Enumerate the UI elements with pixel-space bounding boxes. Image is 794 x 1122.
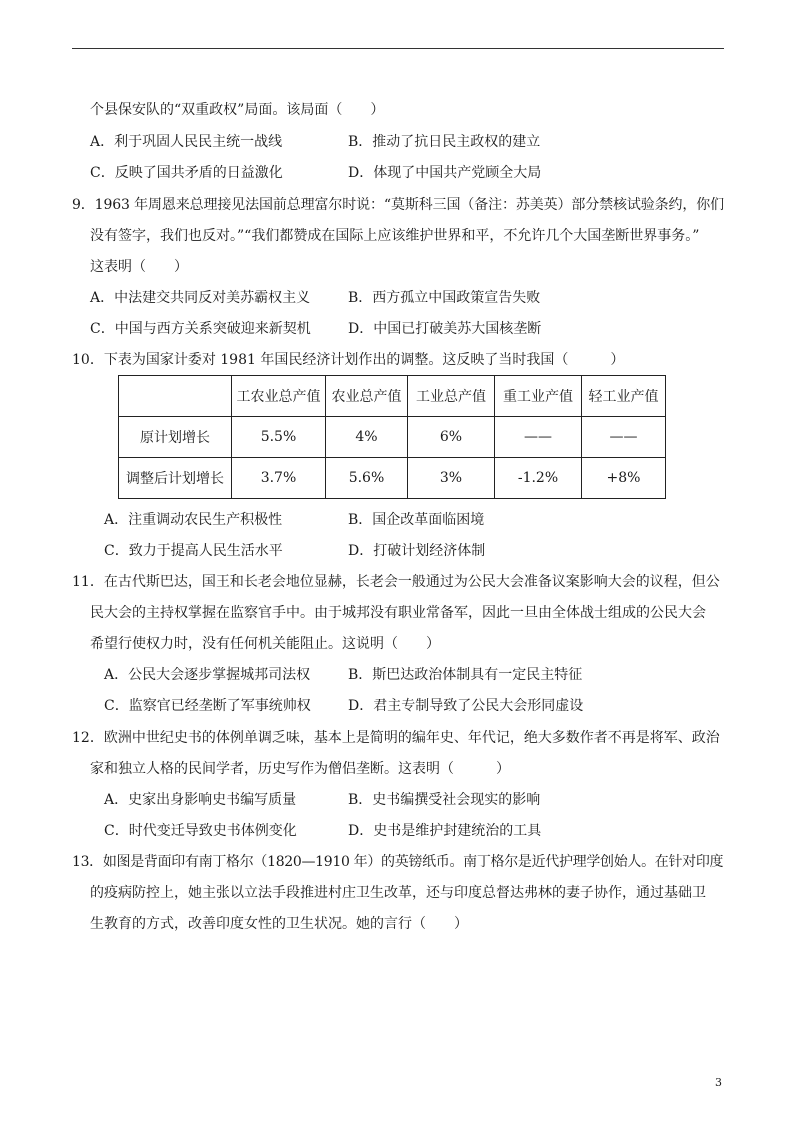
table-cell: 6%	[408, 417, 495, 458]
q11-option-c[interactable]: C．监察官已经垄断了军事统帅权	[104, 698, 311, 714]
table-cell: 5.5%	[232, 417, 326, 458]
table-row	[119, 417, 666, 458]
q10-option-a[interactable]: A．注重调动农民生产积极性	[104, 512, 283, 528]
table-cell: ——	[495, 417, 582, 458]
q11-option-a[interactable]: A．公民大会逐步掌握城邦司法权	[104, 667, 311, 683]
table-cell: 5.6%	[326, 458, 408, 499]
table-cell: ——	[582, 417, 666, 458]
q13-stem-line2: 的疫病防控上，她主张以立法手段推进村庄卫生改革，还与印度总督达弗林的妻子协作，通过基础卫	[90, 885, 706, 901]
table-cell: -1.2%	[495, 458, 582, 499]
table-header-cell: 工业总产值	[408, 376, 495, 417]
table-header-cell	[119, 376, 232, 417]
table-cell: 3%	[408, 458, 495, 499]
q10-option-c[interactable]: C．致力于提高人民生活水平	[104, 543, 283, 559]
q8-option-c[interactable]: C．反映了国共矛盾的日益激化	[90, 165, 283, 181]
q11-option-d[interactable]: D．君主专制导致了公民大会形同虚设	[348, 698, 584, 714]
q10-stem: 10．下表为国家计委对 1981 年国民经济计划作出的调整。这反映了当时我国（ ）	[72, 352, 625, 368]
q10-option-d[interactable]: D．打破计划经济体制	[348, 543, 486, 559]
q13-stem-line1: 13．如图是背面印有南丁格尔（1820—1910 年）的英镑纸币。南丁格尔是近代护理学创始人。在针对印度	[72, 854, 724, 870]
table-header-row	[119, 376, 666, 417]
page-number: 3	[715, 1076, 722, 1089]
q9-option-c[interactable]: C．中国与西方关系突破迎来新契机	[90, 321, 311, 337]
q9-stem-line2: 没有签字，我们也反对。”“我们都赞成在国际上应该维护世界和平，不允许几个大国垄断世界事务。”	[90, 228, 700, 244]
table-header-cell: 轻工业产值	[582, 376, 666, 417]
table-header-cell: 重工业产值	[495, 376, 582, 417]
table-row-label: 调整后计划增长	[119, 458, 232, 499]
header-rule	[72, 48, 724, 49]
q9-option-a[interactable]: A．中法建交共同反对美苏霸权主义	[90, 290, 311, 306]
q8-option-b[interactable]: B．推动了抗日民主政权的建立	[348, 134, 541, 150]
q9-stem-line3: 这表明（ ）	[90, 259, 188, 275]
q8-option-a[interactable]: A．利于巩固人民民主统一战线	[90, 134, 283, 150]
q10-option-b[interactable]: B．国企改革面临困境	[348, 512, 485, 528]
q10-table	[118, 375, 666, 499]
q11-stem-line1: 11．在古代斯巴达，国王和长老会地位显赫，长老会一般通过为公民大会准备议案影响大会的议程，但公	[72, 574, 720, 590]
q8-stem-continuation: 个县保安队的“双重政权”局面。该局面（ ）	[90, 102, 385, 118]
table-row-label: 原计划增长	[119, 417, 232, 458]
q9-stem-line1: 9．1963 年周恩来总理接见法国前总理富尔时说：“莫斯科三国（备注：苏美英）部分禁核试验条约，你们	[72, 197, 725, 213]
q12-option-c[interactable]: C．时代变迁导致史书体例变化	[104, 823, 297, 839]
table-cell: 4%	[326, 417, 408, 458]
table-header-cell: 工农业总产值	[232, 376, 326, 417]
q12-stem-line1: 12．欧洲中世纪史书的体例单调乏味，基本上是简明的编年史、年代记，绝大多数作者不再是将军、政治	[72, 730, 720, 746]
q12-option-a[interactable]: A．史家出身影响史书编写质量	[104, 792, 297, 808]
q11-stem-line3: 希望行使权力时，没有任何机关能阻止。这说明（ ）	[90, 636, 440, 652]
q8-option-d[interactable]: D．体现了中国共产党顾全大局	[348, 165, 542, 181]
q11-stem-line2: 民大会的主持权掌握在监察官手中。由于城邦没有职业常备军，因此一旦由全体战士组成的公民大会	[90, 605, 706, 621]
q12-option-b[interactable]: B．史书编撰受社会现实的影响	[348, 792, 541, 808]
table-row	[119, 458, 666, 499]
q12-stem-line2: 家和独立人格的民间学者，历史写作为僧侣垄断。这表明（ ）	[90, 761, 510, 777]
q13-stem-line3: 生教育的方式，改善印度女性的卫生状况。她的言行（ ）	[90, 916, 468, 932]
table-header-cell: 农业总产值	[326, 376, 408, 417]
table-cell: 3.7%	[232, 458, 326, 499]
q11-option-b[interactable]: B．斯巴达政治体制具有一定民主特征	[348, 667, 583, 683]
q12-option-d[interactable]: D．史书是维护封建统治的工具	[348, 823, 542, 839]
q9-option-d[interactable]: D．中国已打破美苏大国核垄断	[348, 321, 542, 337]
q9-option-b[interactable]: B．西方孤立中国政策宣告失败	[348, 290, 541, 306]
table-cell: +8%	[582, 458, 666, 499]
